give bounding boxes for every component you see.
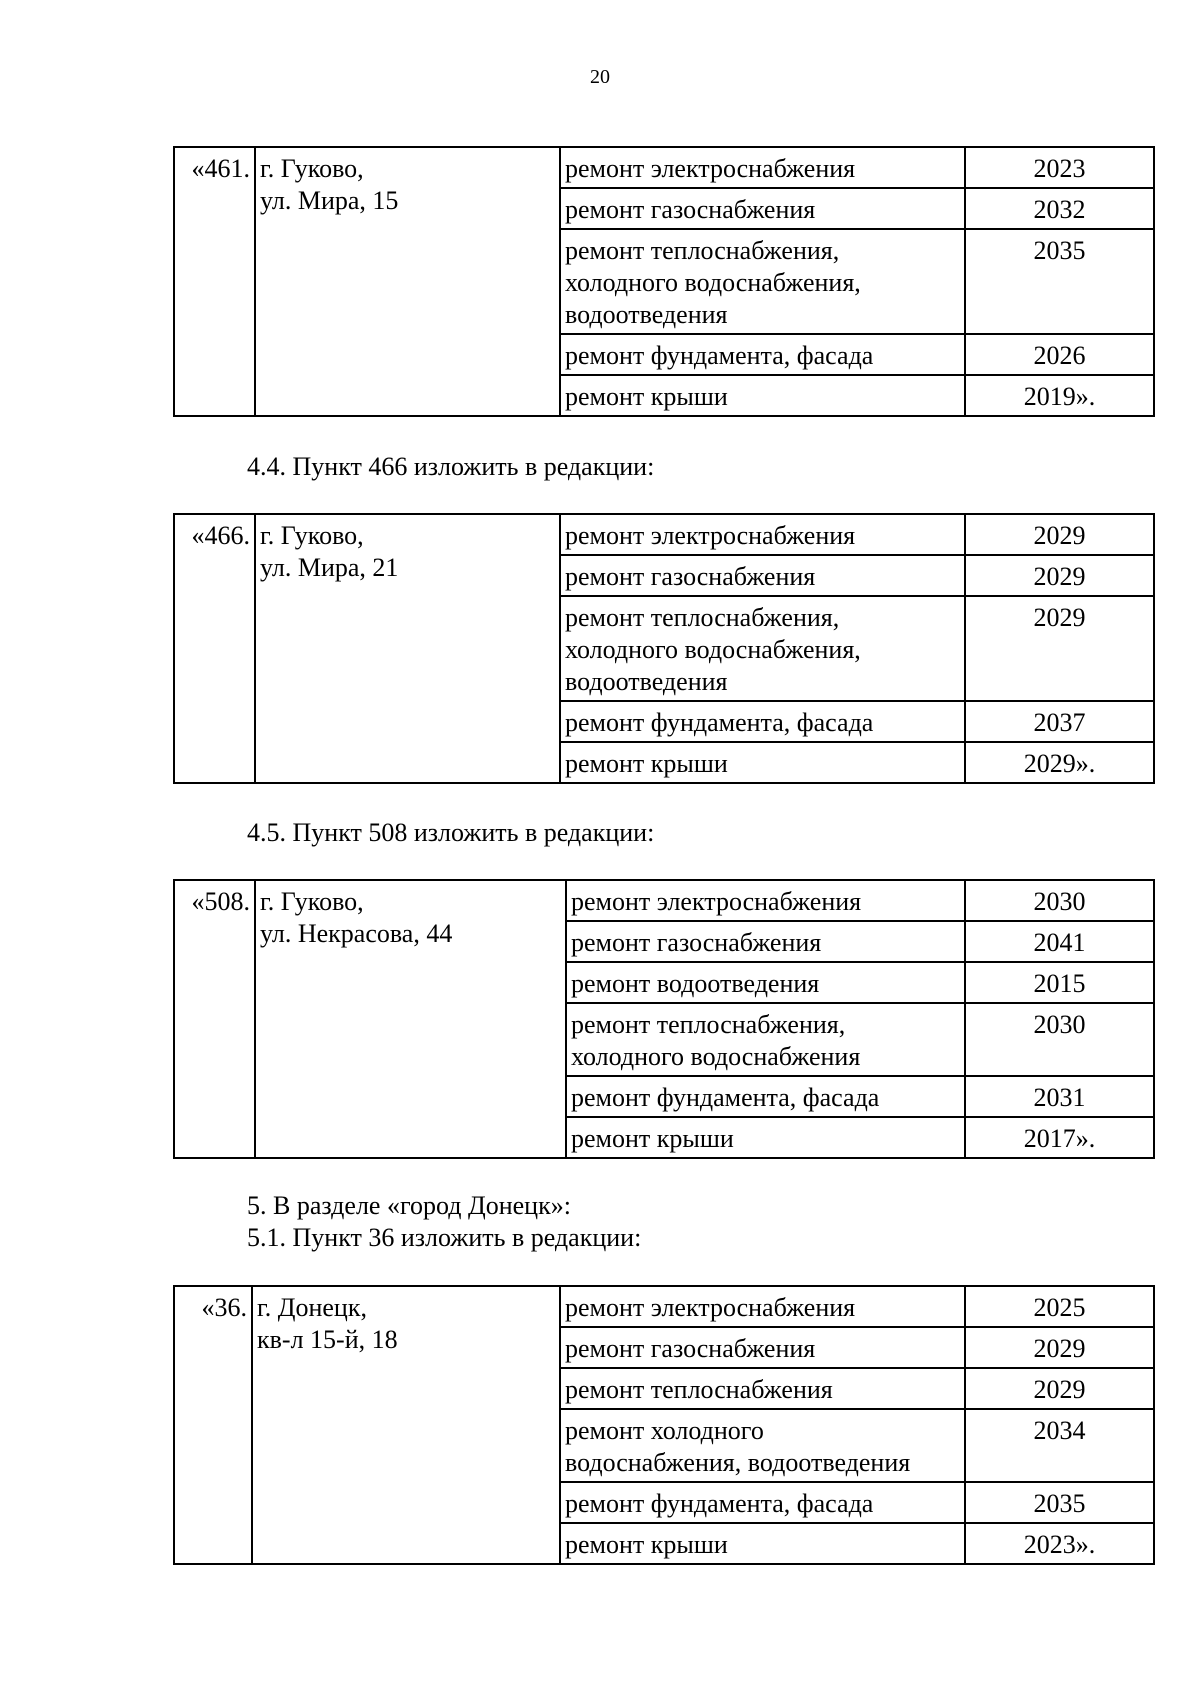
address-cell	[252, 1286, 560, 1564]
work-type: ремонт фундамента, фасада	[566, 1076, 965, 1117]
work-year: 2034	[965, 1409, 1154, 1482]
address-street: кв-л 15-й, 18	[257, 1325, 398, 1354]
work-type: ремонт электроснабжения	[560, 514, 965, 555]
work-type: ремонт фундамента, фасада	[560, 701, 965, 742]
item-number: «508.	[174, 880, 255, 1158]
item-number: «466.	[174, 514, 255, 783]
register-table-36	[173, 1285, 1155, 1565]
work-year: 2030	[965, 1003, 1154, 1076]
work-year: 2041	[965, 921, 1154, 962]
address-city: г. Гуково,	[260, 154, 364, 183]
paragraph-5: 5. В разделе «город Донецк»:	[247, 1191, 571, 1220]
work-type: ремонт водоотведения	[566, 962, 965, 1003]
item-number: «461.	[174, 147, 255, 416]
work-year: 2030	[965, 880, 1154, 921]
register-table-461	[173, 146, 1155, 417]
work-year: 2017».	[965, 1117, 1154, 1158]
address-city: г. Гуково,	[260, 887, 364, 916]
work-year: 2029».	[965, 742, 1154, 783]
work-type: ремонт газоснабжения	[566, 921, 965, 962]
address-cell	[255, 147, 560, 416]
work-type: ремонт фундамента, фасада	[560, 334, 965, 375]
page-number: 20	[590, 66, 610, 88]
paragraph-4-5: 4.5. Пункт 508 изложить в редакции:	[247, 818, 655, 847]
address-street: ул. Некрасова, 44	[260, 919, 453, 948]
work-year: 2023	[965, 147, 1154, 188]
table-row	[174, 147, 1154, 188]
work-type: ремонт теплоснабжения, холодного водоснабжения, водоотведения	[560, 596, 965, 701]
work-year: 2035	[965, 1482, 1154, 1523]
work-type: ремонт электроснабжения	[566, 880, 965, 921]
work-type: ремонт газоснабжения	[560, 1327, 965, 1368]
address-street: ул. Мира, 21	[260, 553, 399, 582]
register-table-466	[173, 513, 1155, 784]
work-year: 2015	[965, 962, 1154, 1003]
work-type: ремонт электроснабжения	[560, 1286, 965, 1327]
work-type: ремонт газоснабжения	[560, 188, 965, 229]
work-year: 2029	[965, 1368, 1154, 1409]
work-type: ремонт теплоснабжения	[560, 1368, 965, 1409]
work-year: 2032	[965, 188, 1154, 229]
work-type: ремонт крыши	[560, 375, 965, 416]
work-type: ремонт теплоснабжения, холодного водоснабжения, водоотведения	[560, 229, 965, 334]
work-year: 2035	[965, 229, 1154, 334]
work-year: 2031	[965, 1076, 1154, 1117]
work-year: 2025	[965, 1286, 1154, 1327]
work-year: 2029	[965, 555, 1154, 596]
paragraph-5-1: 5.1. Пункт 36 изложить в редакции:	[247, 1223, 642, 1252]
work-type: ремонт теплоснабжения, холодного водоснабжения	[566, 1003, 965, 1076]
work-type: ремонт крыши	[566, 1117, 965, 1158]
address-street: ул. Мира, 15	[260, 186, 399, 215]
work-year: 2029	[965, 514, 1154, 555]
table-row	[174, 514, 1154, 555]
work-type: ремонт крыши	[560, 1523, 965, 1564]
work-year: 2023».	[965, 1523, 1154, 1564]
work-year: 2037	[965, 701, 1154, 742]
address-city: г. Донецк,	[257, 1293, 367, 1322]
work-type: ремонт холодного водоснабжения, водоотведения	[560, 1409, 965, 1482]
work-type: ремонт электроснабжения	[560, 147, 965, 188]
table-row	[174, 880, 1154, 921]
address-cell	[255, 880, 566, 1158]
table-row	[174, 1286, 1154, 1327]
work-type: ремонт фундамента, фасада	[560, 1482, 965, 1523]
work-type: ремонт крыши	[560, 742, 965, 783]
item-number: «36.	[174, 1286, 252, 1564]
work-year: 2026	[965, 334, 1154, 375]
register-table-508	[173, 879, 1155, 1159]
address-city: г. Гуково,	[260, 521, 364, 550]
work-year: 2029	[965, 1327, 1154, 1368]
work-type: ремонт газоснабжения	[560, 555, 965, 596]
paragraph-4-4: 4.4. Пункт 466 изложить в редакции:	[247, 452, 655, 481]
work-year: 2019».	[965, 375, 1154, 416]
work-year: 2029	[965, 596, 1154, 701]
address-cell	[255, 514, 560, 783]
